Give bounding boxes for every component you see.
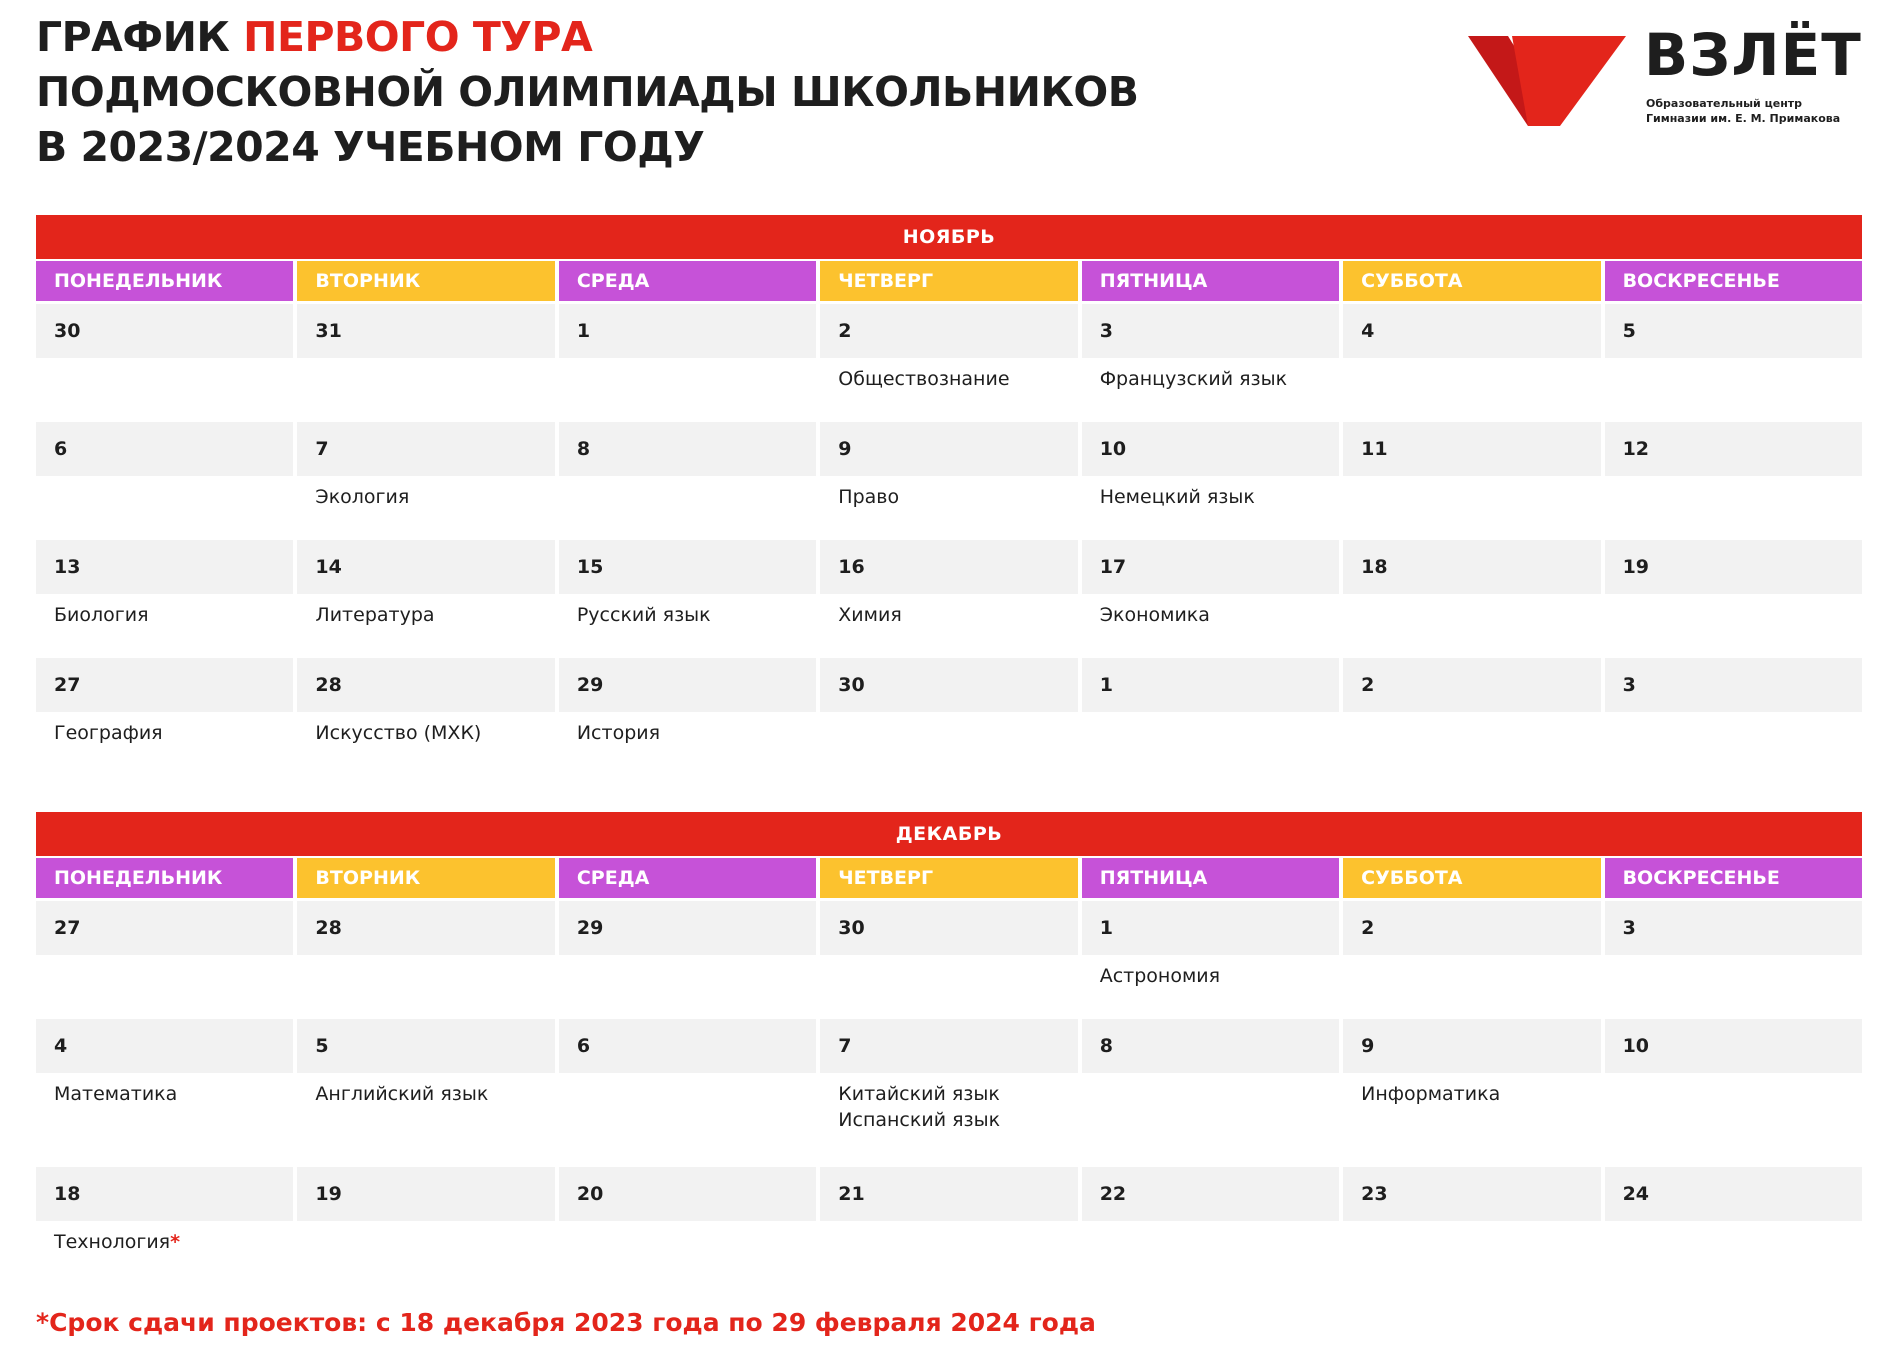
weekday-header-row <box>36 856 1862 898</box>
olympiad-subject: Французский язык <box>1099 368 1288 390</box>
day-number: 10 <box>1605 1019 1862 1073</box>
title-accent: ПЕРВОГО ТУРА <box>243 13 593 61</box>
day-number: 18 <box>36 1167 293 1221</box>
day-cell <box>36 537 293 655</box>
day-number: 3 <box>1082 304 1339 358</box>
day-number: 4 <box>36 1019 293 1073</box>
day-cell <box>1082 1016 1339 1164</box>
weekday-header: ВОСКРЕСЕНЬЕ <box>1605 261 1862 301</box>
vzlet-check-icon <box>1468 32 1628 128</box>
day-cell <box>297 898 554 1016</box>
day-number: 9 <box>1343 1019 1600 1073</box>
day-number: 30 <box>820 901 1077 955</box>
weekday-header-row <box>36 259 1862 301</box>
week-row <box>36 1016 1862 1164</box>
day-number: 24 <box>1605 1167 1862 1221</box>
day-number: 15 <box>559 540 816 594</box>
day-cell <box>1343 898 1600 1016</box>
footnote: *Срок сдачи проектов: с 18 декабря 2023 года по 29 февраля 2024 года <box>36 1308 1096 1337</box>
day-cell <box>1082 301 1339 419</box>
day-cell <box>1605 1164 1862 1282</box>
day-number: 23 <box>1343 1167 1600 1221</box>
olympiad-subject: Экономика <box>1099 604 1210 626</box>
day-number: 28 <box>297 658 554 712</box>
day-number: 6 <box>559 1019 816 1073</box>
day-number: 4 <box>1343 304 1600 358</box>
weekday-header: ВТОРНИК <box>297 858 554 898</box>
day-number: 29 <box>559 658 816 712</box>
olympiad-subject: Математика <box>54 1083 178 1105</box>
week-row <box>36 898 1862 1016</box>
day-number: 30 <box>36 304 293 358</box>
weekday-header: ВТОРНИК <box>297 261 554 301</box>
november-calendar <box>36 215 1862 773</box>
title-line-2: ПОДМОСКОВНОЙ ОЛИМПИАДЫ ШКОЛЬНИКОВ <box>36 68 1139 116</box>
weekday-header: ПОНЕДЕЛЬНИК <box>36 858 293 898</box>
olympiad-subject: Английский язык <box>315 1083 489 1105</box>
day-cell <box>559 1164 816 1282</box>
day-number: 9 <box>820 422 1077 476</box>
day-cell <box>559 655 816 773</box>
day-number: 5 <box>297 1019 554 1073</box>
day-number: 1 <box>1082 658 1339 712</box>
logo-subtitle: Образовательный центр Гимназии им. Е. М. Примакова <box>1646 97 1841 125</box>
olympiad-subject: Обществознание <box>838 368 1010 390</box>
day-cell <box>1343 1164 1600 1282</box>
day-cell <box>559 301 816 419</box>
day-number: 27 <box>36 658 293 712</box>
weekday-header: ВОСКРЕСЕНЬЕ <box>1605 858 1862 898</box>
day-number: 21 <box>820 1167 1077 1221</box>
weekday-header: ЧЕТВЕРГ <box>820 261 1077 301</box>
olympiad-subject: Русский язык <box>576 604 711 626</box>
day-cell <box>820 1016 1077 1164</box>
day-cell <box>297 655 554 773</box>
day-number: 16 <box>820 540 1077 594</box>
olympiad-subject: Технология* <box>54 1231 181 1253</box>
day-number: 22 <box>1082 1167 1339 1221</box>
title-line-1: ГРАФИК ПЕРВОГО ТУРА <box>36 13 593 61</box>
footnote-asterisk: * <box>170 1231 181 1253</box>
day-number: 17 <box>1082 540 1339 594</box>
day-number: 2 <box>1343 901 1600 955</box>
olympiad-subject: История <box>576 722 661 744</box>
day-cell <box>1082 655 1339 773</box>
day-cell <box>297 301 554 419</box>
olympiad-subject: Информатика <box>1361 1083 1501 1105</box>
olympiad-subject: География <box>54 722 163 744</box>
weekday-header: СРЕДА <box>559 261 816 301</box>
olympiad-subject: Литература <box>315 604 435 626</box>
day-number: 7 <box>820 1019 1077 1073</box>
day-number: 19 <box>297 1167 554 1221</box>
day-number: 11 <box>1343 422 1600 476</box>
logo-wordmark: ВЗЛЁТ <box>1644 21 1862 89</box>
day-cell <box>559 537 816 655</box>
day-cell <box>1605 1016 1862 1164</box>
day-number: 2 <box>820 304 1077 358</box>
day-cell <box>1082 419 1339 537</box>
day-cell <box>36 655 293 773</box>
day-cell <box>297 419 554 537</box>
day-cell <box>36 1164 293 1282</box>
day-cell <box>559 1016 816 1164</box>
olympiad-subject: Искусство (МХК) <box>315 722 482 744</box>
olympiad-subject: Право <box>838 486 900 508</box>
olympiad-subject: Астрономия <box>1099 965 1221 987</box>
day-number: 19 <box>1605 540 1862 594</box>
day-cell <box>36 898 293 1016</box>
olympiad-subject: Экология <box>315 486 410 508</box>
day-number: 29 <box>559 901 816 955</box>
month-title-november: НОЯБРЬ <box>36 215 1862 259</box>
day-cell <box>297 1164 554 1282</box>
weekday-header: СРЕДА <box>559 858 816 898</box>
day-number: 18 <box>1343 540 1600 594</box>
page-title <box>36 10 1139 175</box>
day-cell <box>1605 898 1862 1016</box>
day-number: 5 <box>1605 304 1862 358</box>
day-cell <box>1605 301 1862 419</box>
week-row <box>36 537 1862 655</box>
day-cell <box>820 898 1077 1016</box>
olympiad-subject: Китайский язык Испанский язык <box>838 1083 1001 1131</box>
day-cell <box>820 301 1077 419</box>
day-cell <box>559 898 816 1016</box>
weekday-header: СУББОТА <box>1343 858 1600 898</box>
day-number: 27 <box>36 901 293 955</box>
day-number: 28 <box>297 901 554 955</box>
day-number: 14 <box>297 540 554 594</box>
olympiad-subject: Немецкий язык <box>1099 486 1255 508</box>
day-number: 20 <box>559 1167 816 1221</box>
day-cell <box>297 1016 554 1164</box>
day-cell <box>820 655 1077 773</box>
day-cell <box>820 1164 1077 1282</box>
day-cell <box>1343 419 1600 537</box>
day-number: 12 <box>1605 422 1862 476</box>
weekday-header: ЧЕТВЕРГ <box>820 858 1077 898</box>
vzlet-logo <box>1468 21 1868 136</box>
day-cell <box>1343 655 1600 773</box>
day-number: 8 <box>559 422 816 476</box>
day-number: 3 <box>1605 901 1862 955</box>
week-row <box>36 419 1862 537</box>
day-cell <box>1343 1016 1600 1164</box>
day-number: 2 <box>1343 658 1600 712</box>
day-cell <box>36 1016 293 1164</box>
day-number: 1 <box>1082 901 1339 955</box>
day-number: 6 <box>36 422 293 476</box>
day-cell <box>297 537 554 655</box>
day-cell <box>1343 537 1600 655</box>
weekday-header: ПЯТНИЦА <box>1082 261 1339 301</box>
month-title-december: ДЕКАБРЬ <box>36 812 1862 856</box>
day-cell <box>820 419 1077 537</box>
day-cell <box>1082 537 1339 655</box>
weekday-header: ПОНЕДЕЛЬНИК <box>36 261 293 301</box>
olympiad-subject: Биология <box>54 604 149 626</box>
day-cell <box>36 419 293 537</box>
day-cell <box>36 301 293 419</box>
week-row <box>36 655 1862 773</box>
day-number: 8 <box>1082 1019 1339 1073</box>
day-cell <box>1343 301 1600 419</box>
day-number: 3 <box>1605 658 1862 712</box>
title-line-3: В 2023/2024 УЧЕБНОМ ГОДУ <box>36 123 705 171</box>
day-cell <box>1082 1164 1339 1282</box>
december-calendar <box>36 812 1862 1282</box>
day-number: 30 <box>820 658 1077 712</box>
day-number: 13 <box>36 540 293 594</box>
weekday-header: ПЯТНИЦА <box>1082 858 1339 898</box>
day-cell <box>559 419 816 537</box>
week-row <box>36 1164 1862 1282</box>
day-cell <box>1605 537 1862 655</box>
week-row <box>36 301 1862 419</box>
day-number: 31 <box>297 304 554 358</box>
olympiad-subject: Химия <box>838 604 902 626</box>
day-cell <box>1082 898 1339 1016</box>
day-number: 7 <box>297 422 554 476</box>
weekday-header: СУББОТА <box>1343 261 1600 301</box>
day-cell <box>820 537 1077 655</box>
day-cell <box>1605 655 1862 773</box>
day-cell <box>1605 419 1862 537</box>
day-number: 10 <box>1082 422 1339 476</box>
day-number: 1 <box>559 304 816 358</box>
